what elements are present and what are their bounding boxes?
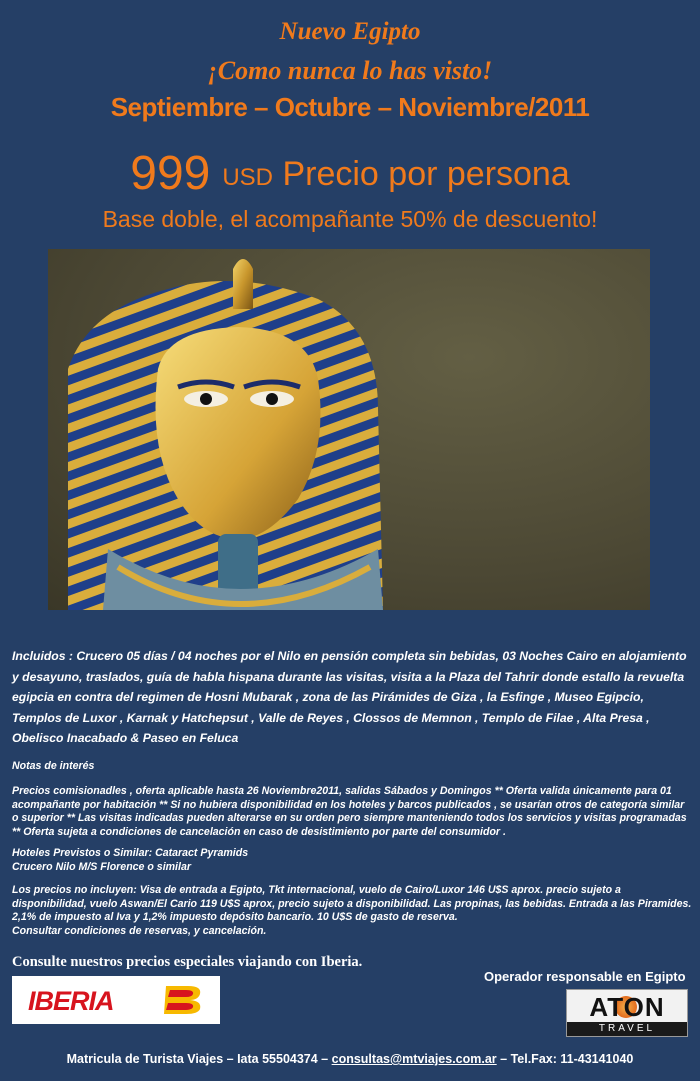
not-included-text: Los precios no incluyen: Visa de entrada a Egipto, Tkt internacional, vuelo de Cairo/Luxor 146 U$S aprox. precio sujeto a disponibilidad, vuelo Aswan/El Cario 119 U$S aprox, precio sujeto a disponibilidad. Las propinas, las bebidas. Entrada a las Piramides. 2,1% de impuesto al Iva y 1,2% impuesto depósito bancario. 10 U$S de gasto de reserva. (12, 884, 692, 924)
iberia-logo (12, 976, 220, 1024)
aton-travel-logo (566, 989, 688, 1037)
pharaoh-mask-illustration (48, 249, 650, 610)
tagline: ¡Como nunca lo has visto! (207, 56, 493, 85)
price-subtitle: Base doble, el acompañante 50% de descuento! (102, 206, 598, 232)
iberia-mark-icon (162, 984, 206, 1016)
price-label: Precio por persona (282, 155, 570, 193)
footer-email-link[interactable]: consultas@mtviajes.com.ar (331, 1052, 497, 1066)
hotels (12, 847, 692, 874)
iberia-logo-text: IBERIA (28, 986, 114, 1016)
conditions-text: Consultar condiciones de reservas, y cancelación. (12, 924, 267, 937)
notes-body: Precios comisionadles , oferta aplicable hasta 26 Noviembre2011, salidas Sábados y Domingos ** Oferta valida únicamente para 01 acompañante por habitación ** Si no hubiera disponibilidad en los hoteles y barcos publicados , se usarían otros de categoría similar o superior ** Las visitas indicadas pueden alterarse en su orden pero siempre manteniendo todos los servicios y visitas programadas ** Oferta sujeta a condiciones de cancelación en caso de desistimiento por parte del consumidor . (12, 785, 687, 838)
price-line (0, 146, 700, 201)
footer-prefix: Matricula de Turista Viajes – Iata 55504374 – (66, 1052, 329, 1066)
notes-title: Notas de interés (12, 760, 95, 772)
price-currency: USD (222, 164, 274, 191)
included-services: Incluidos : Crucero 05 días / 04 noches por el Nilo en pensión completa sin bebidas, 03 Noches Cairo en alojamiento y desayuno, traslados, guía de habla hispana durante las visitas, visita a la Plaza del Tahrir donde estallo la revuelta egipcia en contra del regimen de Hosni Mubarak , zona de las Pirámides de Giza , la Esfinge , Museo Egipcio, Templos de Luxor , Karnak y Hatchepsut , Valle de Reyes , Clossos de Memnon , Templo de Filae , Alta Presa , Obelisco Inacabado & Paseo en Feluca (12, 649, 687, 745)
not-included (12, 884, 692, 938)
aton-logo-sub: TRAVEL (567, 1022, 687, 1036)
footer-contact (0, 1052, 700, 1066)
hotels-line-2: Crucero Nilo M/S Florence o similar (12, 860, 191, 873)
hotels-line-1: Hoteles Previstos o Similar: Cataract Pyramids (12, 847, 249, 859)
footer-suffix: – Tel.Fax: 11-43141040 (500, 1052, 634, 1066)
operator-label: Operador responsable en Egipto (484, 969, 686, 984)
travel-dates: Septiembre – Octubre – Noviembre/2011 (110, 92, 590, 122)
iberia-note: Consulte nuestros precios especiales viajando con Iberia. (12, 954, 363, 970)
price-amount: 999 (130, 147, 211, 200)
aton-logo-name: ATON (589, 992, 665, 1022)
title-nuevo-egipto: Nuevo Egipto (279, 18, 421, 45)
tutankhamun-mask-photo (48, 249, 650, 610)
